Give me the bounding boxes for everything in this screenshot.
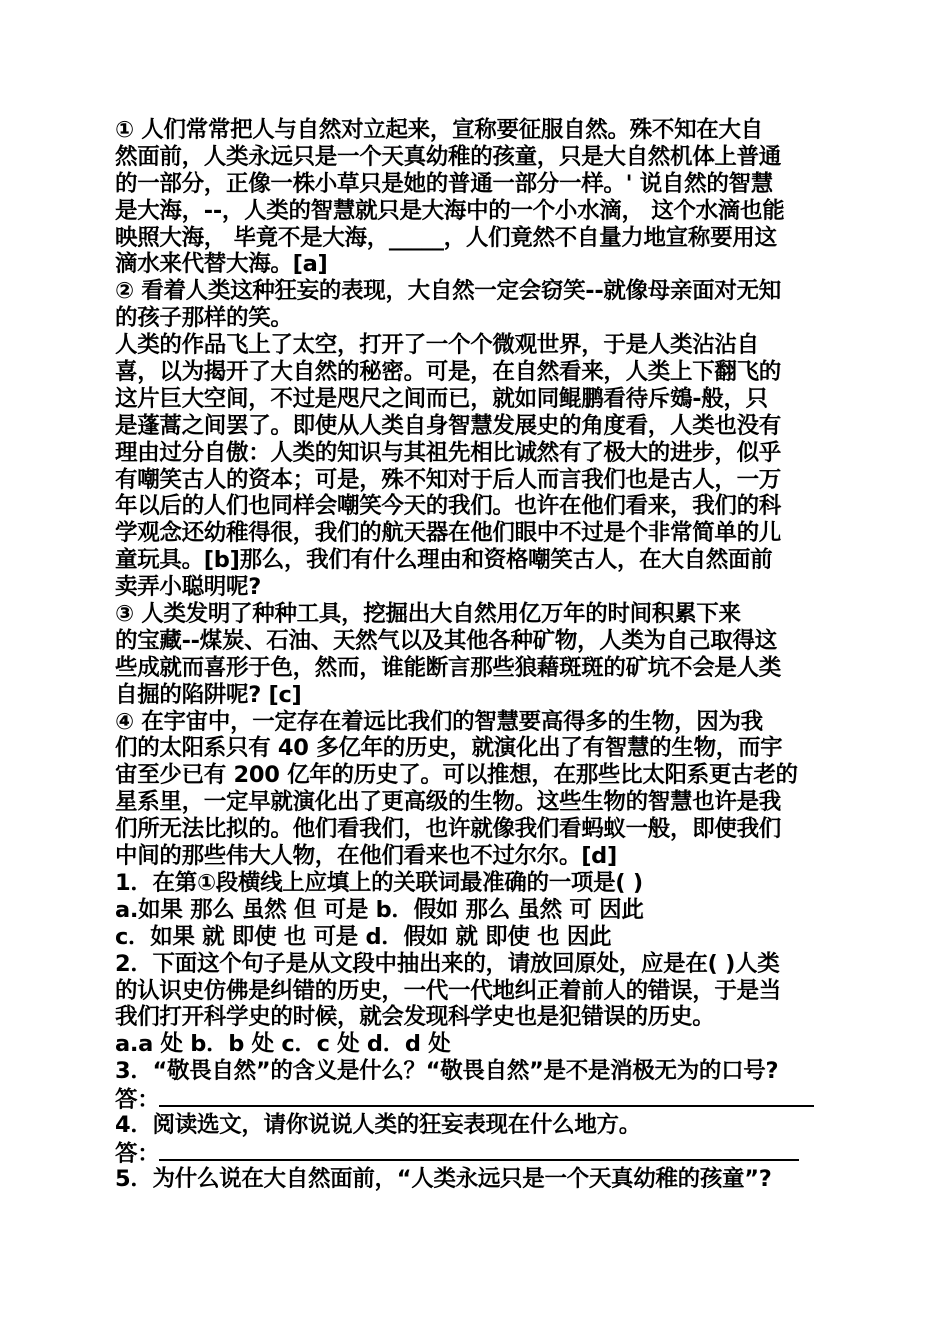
question-1: 1．在第①段横线上应填上的关联词最准确的一项是( ) [115, 869, 643, 896]
question-2-options: a.a 处 b．b 处 c．c 处 d．d 处 [115, 1031, 451, 1058]
text-line: 人类的作品飞上了太空，打开了一个个微观世界，于是人类沾沾自 [115, 332, 759, 359]
text-line: 年以后的人们也同样会嘲笑今天的我们。也许在他们看来，我们的科 [115, 493, 782, 520]
text-line: 自掘的陷阱呢? [c] [115, 681, 302, 708]
text-line: 是蓬蒿之间罢了。即使从人类自身智慧发展史的角度看，人类也没有 [115, 412, 782, 439]
question-5: 5．为什么说在大自然面前，“人类永远只是一个天真幼稚的孩童”? [115, 1165, 772, 1192]
text-line: 的宝藏--煤炭、石油、天然气以及其他各种矿物，人类为自己取得这 [115, 627, 777, 654]
answer-3-line[interactable] [159, 1085, 814, 1107]
text-line: 们所无法比拟的。他们看我们，也许就像我们看蚂蚁一般，即使我们 [115, 816, 782, 843]
text-line: 学观念还幼稚得很，我们的航天器在他们眼中不过是个非常简单的儿 [115, 520, 782, 547]
text-line: 些成就而喜形于色，然而，谁能断言那些狼藉斑斑的矿坑不会是人类 [115, 654, 782, 681]
text-line: ④ 在宇宙中，一定存在着远比我们的智慧要高得多的生物，因为我 [115, 708, 763, 735]
text-line: 的认识史仿佛是纠错的历史，一代一代地纠正着前人的错误，于是当 [115, 977, 782, 1004]
text-line: 映照大海， 毕竟不是大海，_____，人们竟然不自量力地宣称要用这 [115, 224, 777, 251]
text-line: 星系里，一定早就演化出了更高级的生物。这些生物的智慧也许是我 [115, 789, 782, 816]
text-line: 的孩子那样的笑。 [115, 305, 293, 332]
text-line: 们的太阳系只有 40 多亿年的历史，就演化出了有智慧的生物，而宇 [115, 735, 783, 762]
answer-4-row [115, 1139, 840, 1166]
question-1-options-cd: c．如果 就 即使 也 可是 d．假如 就 即使 也 因此 [115, 923, 612, 950]
answer-3-label: 答： [115, 1087, 160, 1112]
text-line: ③ 人类发明了种种工具，挖掘出大自然用亿万年的时间积累下来 [115, 601, 741, 628]
text-line: 是大海，--，人类的智慧就只是大海中的一个小水滴， 这个水滴也能 [115, 197, 785, 224]
text-line: ② 看着人类这种狂妄的表现，大自然一定会窃笑--就像母亲面对无知 [115, 278, 781, 305]
text-line: 滴水来代替大海。[a] [115, 251, 328, 278]
text-line: 喜，以为揭开了大自然的秘密。可是，在自然看来，人类上下翻飞的 [115, 359, 782, 386]
text-line: 卖弄小聪明呢? [115, 574, 261, 601]
text-line: 的一部分，正像一株小草只是她的普通一部分一样。' 说自然的智慧 [115, 170, 773, 197]
text-line: 我们打开科学史的时候，就会发现科学史也是犯错误的历史。 [115, 1004, 715, 1031]
text-line: 这片巨大空间，不过是咫尺之间而已，就如同鲲鹏看待斥鴳-般，只 [115, 385, 768, 412]
answer-4-label: 答： [115, 1140, 160, 1166]
text-line: 中间的那些伟大人物，在他们看来也不过尔尔。[d] [115, 843, 617, 870]
text-line: 有嘲笑古人的资本；可是，殊不知对于后人而言我们也是古人，一万 [115, 466, 782, 493]
text-line: 然面前，人类永远只是一个天真幼稚的孩童，只是大自然机体上普通 [115, 143, 782, 170]
text-line: 宙至少已有 200 亿年的历史了。可以推想，在那些比太阳系更古老的 [115, 762, 798, 789]
question-3: 3．“敬畏自然”的含义是什么？“敬畏自然”是不是消极无为的口号? [115, 1058, 779, 1085]
text-line: 理由过分自傲：人类的知识与其祖先相比诚然有了极大的进步，似乎 [115, 439, 782, 466]
answer-3-row [115, 1085, 840, 1112]
document-text [115, 117, 840, 1193]
question-2: 2．下面这个句子是从文段中抽出来的，请放回原处，应是在( )人类 [115, 950, 780, 977]
text-line: 童玩具。[b]那么，我们有什么理由和资格嘲笑古人，在大自然面前 [115, 547, 773, 574]
question-1-options-ab: a.如果 那么 虽然 但 可是 b．假如 那么 虽然 可 因此 [115, 896, 644, 923]
answer-4-line[interactable] [159, 1139, 799, 1161]
question-4: 4．阅读选文，请你说说人类的狂妄表现在什么地方。 [115, 1111, 641, 1138]
text-line: ① 人们常常把人与自然对立起来，宣称要征服自然。殊不知在大自 [115, 117, 763, 143]
